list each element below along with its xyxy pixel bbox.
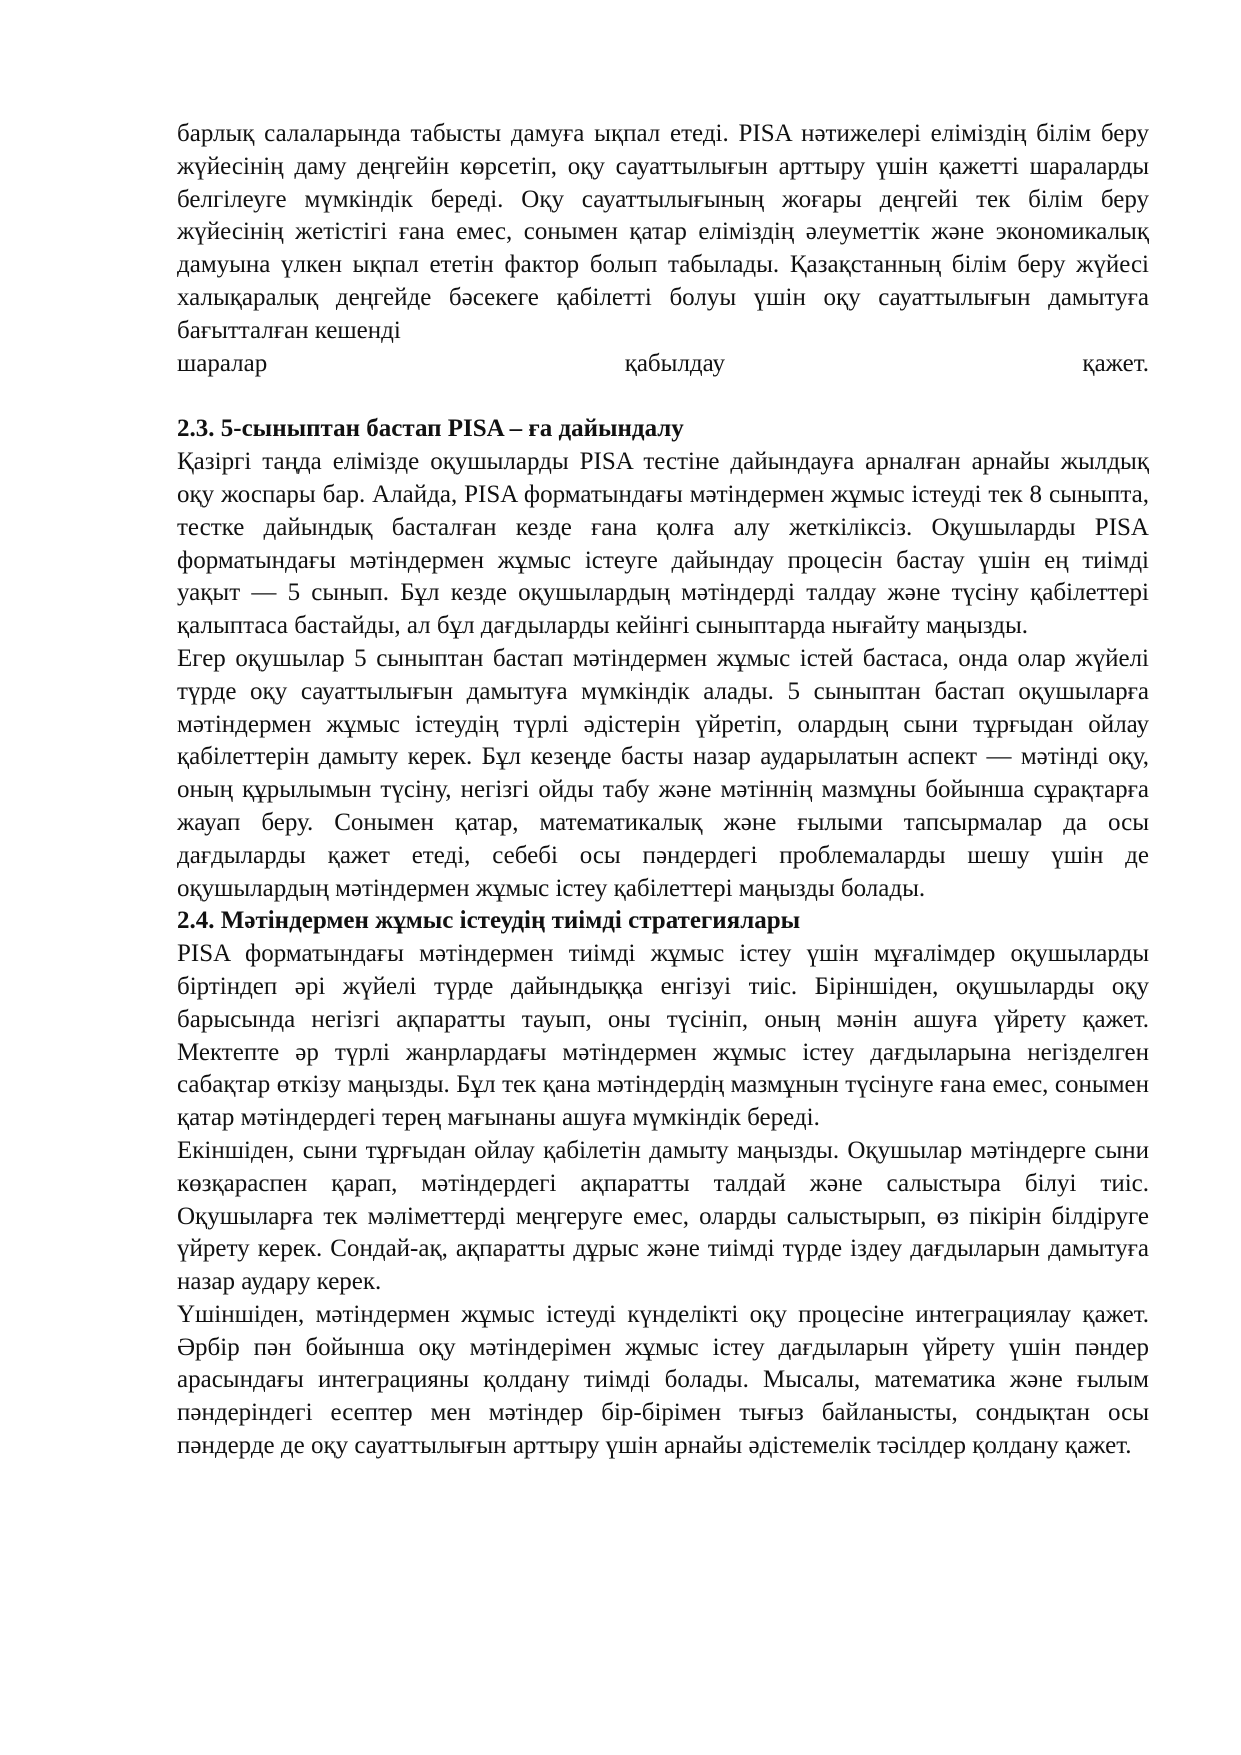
section-heading-2-4: 2.4. Мәтіндермен жұмыс істеудің тиімді стратегиялары (177, 907, 801, 935)
section-spacer (177, 380, 1149, 413)
section-heading-2-3: 2.3. 5-сыныптан бастап PISA – ға дайындалу (177, 415, 684, 443)
document-page (177, 118, 1149, 1463)
paragraph-intro-last-line: шаралар қабылдау қажет. (177, 349, 1149, 377)
paragraph-section-2-4-b: Екіншіден, сыни тұрғыдан ойлау қабілетін дамыту маңызды. Оқушылар мәтіндерге сыни көзқараспен қарап, мәтіндердегі ақпаратты талдай және салыстыра білуі тиіс. Оқушыларға тек мәліметтерді меңгеруге емес, оларды салыстырып, өз пікірін білдіруге үйрету керек. Сондай-ақ, ақпаратты дұрыс және тиімді түрде іздеу дағдыларын дамытуға назар аудару керек. (177, 1136, 1149, 1296)
paragraph-section-2-4-c: Үшіншіден, мәтіндермен жұмыс істеуді күнделікті оқу процесіне интеграциялау қажет. Әрбір пән бойынша оқу мәтіндерімен жұмыс істеу дағдыларын үйрету үшін пәндер арасындағы интеграцияны қолдану тиімді болады. Мысалы, математика және ғылым пәндеріндегі есептер мен мәтіндер бір-бірімен тығыз байланысты, сондықтан осы пәндерде де оқу сауаттылығын арттыру үшін арнайы әдістемелік тәсілдер қолдану қажет. (177, 1300, 1149, 1460)
paragraph-section-2-3-a: Қазіргі таңда елімізде оқушыларды PISA тестіне дайындауға арналған арнайы жылдық оқу жоспары бар. Алайда, PISA форматындағы мәтіндермен жұмыс істеуді тек 8 сыныпта, тестке дайындық басталған кезде ғана қолға алу жеткіліксіз. Оқушыларды PISA форматындағы мәтіндермен жұмыс істеуге дайындау процесін бастау үшін ең тиімді уақыт — 5 сынып. Бұл кезде оқушылардың мәтіндерді талдау және түсіну қабілеттері қалыптаса бастайды, ал бұл дағдыларды кейінгі сыныптарда нығайту маңызды. (177, 448, 1149, 640)
paragraph-intro: барлық салаларында табысты дамуға ықпал етеді. PISA нәтижелері еліміздің білім беру жүйесінің даму деңгейін көрсетіп, оқу сауаттылығын арттыру үшін қажетті шараларды белгілеуге мүмкіндік береді. Оқу сауаттылығының жоғары деңгейі тек білім беру жүйесінің жетістігі ғана емес, сонымен қатар еліміздің әлеуметтік және экономикалық дамуына үлкен ықпал ететін фактор болып табылады. Қазақстанның білім беру жүйесі халықаралық деңгейде бәсекеге қабілетті болуы үшін оқу сауаттылығын дамытуға бағытталған кешенді (177, 120, 1149, 344)
paragraph-section-2-3-b: Егер оқушылар 5 сыныптан бастап мәтіндермен жұмыс істей бастаса, онда олар жүйелі түрде оқу сауаттылығын дамытуға мүмкіндік алады. 5 сыныптан бастап оқушыларға мәтіндермен жұмыс істеудің түрлі әдістерін үйретіп, олардың сыни тұрғыдан ойлау қабілеттерін дамыту керек. Бұл кезеңде басты назар аударылатын аспект — мәтінді оқу, оның құрылымын түсіну, негізгі ойды табу және мәтіннің мазмұны бойынша сұрақтарға жауап беру. Сонымен қатар, математикалық және ғылыми тапсырмалар да осы дағдыларды қажет етеді, себебі осы пәндердегі проблемаларды шешу үшін де оқушылардың мәтіндермен жұмыс істеу қабілеттері маңызды болады. (177, 644, 1149, 902)
paragraph-section-2-4-a: PISA форматындағы мәтіндермен тиімді жұмыс істеу үшін мұғалімдер оқушыларды біртіндеп әрі жүйелі түрде дайындыққа енгізуі тиіс. Біріншіден, оқушыларды оқу барысында негізгі ақпаратты тауып, оны түсініп, оның мәнін ашуға үйрету қажет. Мектепте әр түрлі жанрлардағы мәтіндермен жұмыс істеу дағдыларына негізделген сабақтар өткізу маңызды. Бұл тек қана мәтіндердің мазмұнын түсінуге ғана емес, сонымен қатар мәтіндердегі терең мағынаны ашуға мүмкіндік береді. (177, 940, 1149, 1132)
